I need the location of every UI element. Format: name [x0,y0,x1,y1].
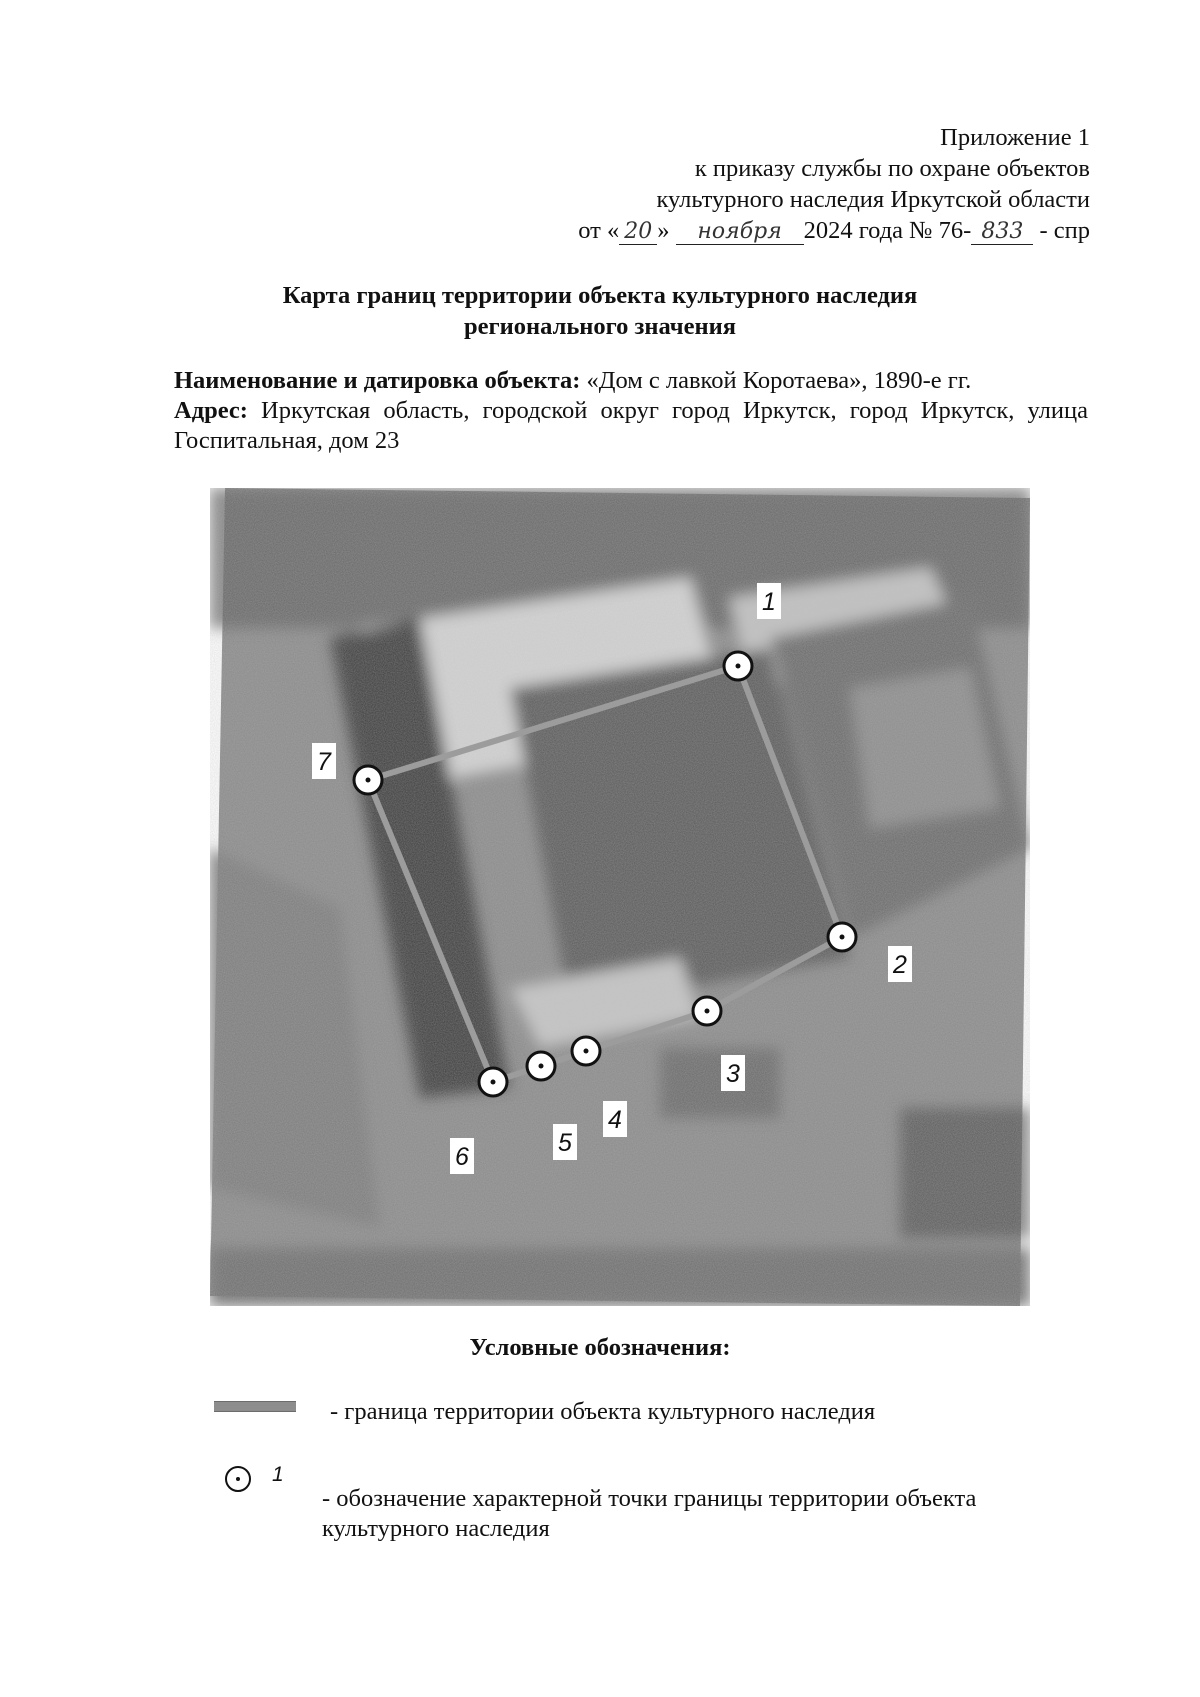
object-address-row: Адрес: Иркутская область, городской округ город Иркутск, город Иркутск, улица Госпитальная, дом 23 [174,397,1088,454]
point-marker-description: - обозначение характерной точки границы территории объекта культурного наследия [322,1485,977,1542]
appendix-header [578,122,1090,246]
order-day: 20 [619,220,657,245]
order-date-line: от « 20 » ноября 2024 года № 76- 833 - спр [578,217,1090,244]
order-month: ноября [676,220,804,245]
document-title: Карта границ территории объекта культурного наследия регионального значения [282,282,918,340]
boundary-line-description: - граница территории объекта культурного наследия [330,1398,876,1425]
point-marker-icon [225,1466,251,1492]
point-center-dot [491,1080,496,1085]
point-label: 6 [455,1143,469,1171]
legend-title: Условные обозначения: [469,1334,731,1361]
order-number: 833 [971,220,1033,245]
appendix-number: Приложение 1 [940,124,1090,151]
point-center-dot [584,1049,589,1054]
order-reference: к приказу службы по охране объектов [694,155,1090,182]
boundary-map [210,488,1030,1306]
point-label: 1 [762,588,776,616]
point-center-dot [705,1009,710,1014]
order-authority: культурного наследия Иркутской области [656,186,1090,213]
point-center-dot [539,1064,544,1069]
point-center-dot [366,778,371,783]
point-label: 5 [558,1129,572,1157]
point-marker-number: 1 [272,1463,284,1486]
boundary-line-symbol [214,1401,296,1412]
point-label: 3 [726,1060,740,1088]
point-label: 2 [893,951,907,979]
point-center-dot [736,664,741,669]
point-center-dot [840,935,845,940]
object-info [174,366,1088,456]
point-label: 4 [608,1106,622,1134]
object-name-row: Наименование и датировка объекта: «Дом с лавкой Коротаева», 1890-е гг. [174,367,972,394]
point-label: 7 [317,748,331,776]
